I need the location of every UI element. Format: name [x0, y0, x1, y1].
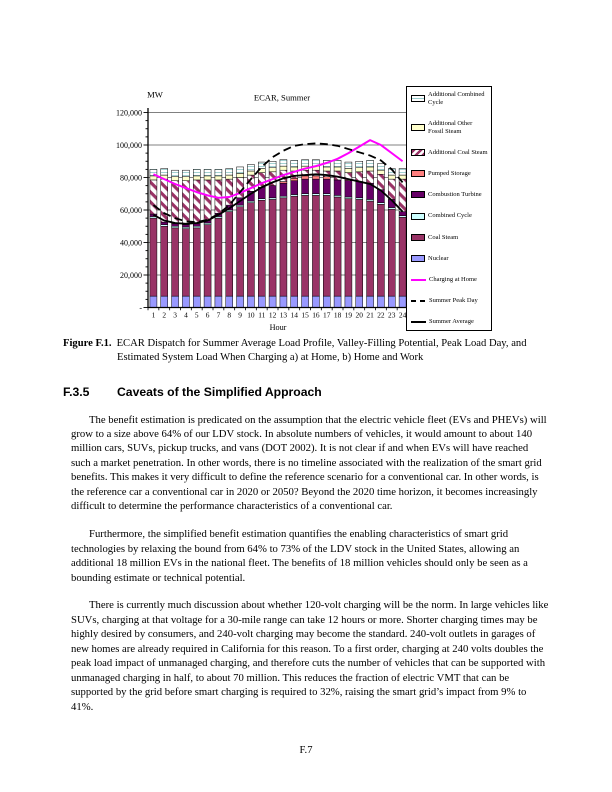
bar-segment: [302, 160, 309, 167]
bar-segment: [161, 296, 168, 307]
legend-swatch-line: [411, 279, 426, 281]
bar-segment: [356, 168, 363, 172]
bar-segment: [388, 179, 395, 199]
bar-segment: [204, 296, 211, 307]
bar-segment: [345, 296, 352, 307]
bar-segment: [280, 296, 287, 307]
bar-segment: [334, 296, 341, 307]
bar-segment: [150, 180, 157, 214]
y-tick-label: 20,000: [120, 270, 142, 280]
chart-title: ECAR, Summer: [253, 92, 311, 103]
bar-segment: [172, 296, 179, 307]
legend-label: Summer Average: [429, 318, 474, 326]
bar-segment: [269, 168, 276, 172]
x-tick-label: 9: [238, 310, 242, 320]
x-tick-label: 20: [355, 310, 363, 320]
x-tick-label: 15: [301, 310, 309, 320]
legend-swatch-line: [411, 300, 426, 302]
bar-segment: [182, 225, 189, 227]
legend-item: [411, 318, 489, 326]
bar-segment: [215, 169, 222, 176]
bar-segment: [161, 222, 168, 224]
bar-segment: [182, 296, 189, 307]
section-number: F.3.5: [63, 385, 90, 399]
bar-segment: [172, 228, 179, 296]
bar-segment: [377, 204, 384, 296]
bar-segment: [150, 296, 157, 307]
bar-segment: [367, 167, 374, 171]
bar-segment: [312, 296, 319, 307]
bar-segment: [193, 176, 200, 180]
legend-item: [411, 149, 489, 157]
legend-swatch-box: [411, 124, 425, 131]
y-tick-label: 120,000: [116, 108, 142, 118]
bar-segment: [226, 169, 233, 176]
y-tick-label: -: [139, 303, 142, 313]
legend-item: [411, 297, 489, 305]
x-tick-label: 21: [366, 310, 374, 320]
figure-f1-chart: [100, 80, 500, 340]
legend-label: Additional Coal Steam: [428, 148, 488, 156]
bar-segment: [161, 169, 168, 176]
text-column: [63, 337, 552, 714]
bar-segment: [204, 180, 211, 221]
bar-segment: [345, 169, 352, 173]
bar-segment: [302, 195, 309, 296]
legend-swatch-box: [411, 234, 425, 241]
legend-item: [411, 91, 489, 106]
bar-segment: [367, 160, 374, 167]
bar-segment: [323, 195, 330, 296]
bar-segment: [388, 209, 395, 296]
bar-segment: [345, 199, 352, 297]
bar-segment: [334, 160, 341, 167]
legend-label: Pumped Storage: [428, 169, 471, 177]
x-tick-label: 11: [258, 310, 266, 320]
bar-segment: [247, 165, 254, 172]
bar-segment: [356, 199, 363, 296]
x-tick-label: 1: [151, 310, 156, 320]
x-tick-label: 3: [173, 310, 177, 320]
bar-segment: [193, 169, 200, 176]
bar-segment: [291, 160, 298, 167]
bar-segment: [323, 167, 330, 171]
legend-swatch-box: [411, 255, 425, 262]
legend-item: [411, 234, 489, 242]
legend-item: [411, 191, 489, 199]
bar-segment: [291, 196, 298, 296]
bar-segment: [367, 201, 374, 296]
legend-swatch-box: [411, 149, 425, 156]
legend-item: [411, 255, 489, 263]
x-tick-label: 24: [398, 310, 407, 320]
x-tick-label: 14: [290, 310, 298, 320]
bar-segment: [204, 169, 211, 176]
bar-segment: [291, 296, 298, 307]
x-tick-label: 4: [184, 310, 188, 320]
legend-label: Combined Cycle: [428, 212, 472, 220]
bar-segment: [345, 162, 352, 169]
bar-segment: [323, 296, 330, 307]
bar-segment: [215, 218, 222, 296]
y-tick-label: 40,000: [120, 238, 142, 248]
bar-segment: [367, 296, 374, 307]
legend-swatch-line: [411, 321, 426, 323]
bar-segment: [269, 199, 276, 296]
bar-segment: [193, 224, 200, 226]
figure-caption: [63, 337, 552, 364]
bar-segment: [356, 296, 363, 307]
bar-segment: [150, 218, 157, 296]
bar-segment: [367, 171, 374, 183]
bar-segment: [280, 166, 287, 170]
series-line: [153, 174, 402, 224]
section-heading: [63, 385, 552, 399]
bar-segment: [193, 228, 200, 296]
x-tick-label: 10: [247, 310, 255, 320]
bar-segment: [247, 171, 254, 175]
bar-segment: [237, 207, 244, 296]
bar-segment: [377, 174, 384, 189]
bar-segment: [269, 296, 276, 307]
x-tick-label: 19: [344, 310, 353, 320]
bar-segment: [204, 176, 211, 180]
legend-label: Combustion Turbine: [428, 191, 482, 199]
bar-segment: [312, 195, 319, 296]
bar-segment: [226, 175, 233, 179]
x-axis-title: Hour: [269, 323, 287, 332]
legend-label: Charging at Home: [429, 275, 477, 283]
x-tick-label: 13: [279, 310, 288, 320]
bar-segment: [182, 177, 189, 181]
bar-segment: [215, 296, 222, 307]
figure-label: Figure F.1.: [63, 338, 112, 349]
legend-label: Additional Combined Cycle: [428, 91, 485, 106]
legend-item: [411, 120, 489, 135]
y-tick-label: 80,000: [120, 173, 142, 183]
bar-segment: [237, 296, 244, 307]
legend-label: Additional Other Fossil Steam: [428, 119, 473, 135]
bar-segment: [388, 175, 395, 179]
bar-segment: [182, 170, 189, 177]
bar-segment: [269, 186, 276, 198]
series-line: [153, 140, 402, 198]
x-tick-label: 17: [323, 310, 331, 320]
legend-item: [411, 212, 489, 220]
legend-label: Summer Peak Day: [429, 297, 478, 305]
bar-segment: [334, 197, 341, 296]
bar-segment: [280, 160, 287, 167]
bar-segment: [161, 226, 168, 296]
x-tick-label: 16: [312, 310, 320, 320]
bar-segment: [312, 179, 319, 194]
page-number: F.7: [299, 745, 313, 756]
bar-segment: [323, 179, 330, 194]
chart-legend: [406, 86, 492, 331]
legend-swatch-box: [411, 170, 425, 177]
bar-segment: [237, 167, 244, 174]
legend-item: [411, 276, 489, 284]
bar-segment: [172, 170, 179, 177]
x-tick-label: 7: [216, 310, 221, 320]
y-tick-label: 60,000: [120, 205, 142, 215]
bar-segment: [226, 296, 233, 307]
section-title: Caveats of the Simplified Approach: [117, 385, 322, 399]
bar-segment: [172, 177, 179, 181]
bar-segment: [215, 176, 222, 180]
legend-label: Coal Steam: [428, 233, 459, 241]
bar-segment: [258, 200, 265, 296]
bar-segment: [323, 177, 330, 179]
paragraph-3: There is currently much discussion about whether 120-volt charging will be the norm. In large vehicles like SUVs, charging at that voltage for a 30-mile range can take 12 hours or more. Shorter charging times may be highly desired by consumers, and 240-volt charging may become the standard. 240-volt outlets in garages of new homes are already required in California for this reason. To a first order, charging at 240 volts doubles the peak load impact of unmanaged charging, and therefore cuts the number of vehicles that can be supported with unmanaged charging in half, to about 70 million. This reduces the fraction of electric VMT that can be supported by the grid before smart charging is required to 32%, raising the smart grid’s impact from 9% to 41%.: [71, 599, 549, 713]
bar-segment: [345, 181, 352, 197]
bar-segment: [356, 161, 363, 168]
figure-caption-text: ECAR Dispatch for Summer Average Load Profile, Valley-Filling Potential, Peak Load Day, and Estimated System Load When Charging a) at Home, b) Home and Work: [116, 338, 527, 363]
bar-segment: [334, 180, 341, 195]
bar-segment: [302, 179, 309, 194]
bar-segment: [237, 173, 244, 177]
bar-segment: [356, 182, 363, 198]
bar-segment: [226, 212, 233, 297]
bar-segment: [291, 178, 298, 180]
legend-swatch-box: [411, 95, 425, 102]
legend-item: [411, 170, 489, 178]
legend-swatch-box: [411, 191, 425, 198]
bar-segment: [269, 161, 276, 168]
bar-segment: [377, 170, 384, 174]
legend-swatch-box: [411, 213, 425, 220]
bar-segment: [302, 296, 309, 307]
x-tick-label: 2: [162, 310, 167, 320]
bar-segment: [377, 296, 384, 307]
bar-segment: [312, 176, 319, 179]
bar-segment: [388, 296, 395, 307]
legend-label: Nuclear: [428, 254, 449, 262]
bar-segment: [247, 203, 254, 296]
bar-segment: [334, 167, 341, 171]
x-tick-label: 23: [388, 310, 396, 320]
x-tick-label: 5: [194, 310, 199, 320]
bar-segment: [291, 181, 298, 195]
y-tick-label: 100,000: [116, 140, 142, 150]
y-axis-title: MW: [147, 89, 163, 100]
bar-segment: [204, 225, 211, 297]
paragraph-2: Furthermore, the simplified benefit estimation quantifies the enabling characteristics of smart grid technologies by relaxing the bound from 64% to 73% of the LDV stock in the United States, allowing an additional 18 million EVs in the national fleet. The benefits of 18 million vehicles should only be seen as a bounding estimate or technical potential.: [71, 528, 528, 584]
x-tick-label: 12: [268, 310, 277, 320]
x-tick-label: 6: [205, 310, 210, 320]
bar-segment: [280, 198, 287, 296]
bar-segment: [247, 296, 254, 307]
x-tick-label: 22: [377, 310, 385, 320]
x-tick-label: 8: [227, 310, 232, 320]
bar-segment: [150, 176, 157, 180]
paragraph-1: The benefit estimation is predicated on the assumption that the electric vehicle fleet (EVs and PHEVs) will grow to a size above 64% of our LDV stock. In absolute numbers of vehicles, it would amount to about 140 million cars, SUVs, pickup trucks, and vans (DOT 2002). It is not clear if and when EVs will have reached such a market penetration. In other words, there is no timeline associated with the realization of the smart grid benefits. This makes it very difficult to define the reference scenario for a conventional car. In other words, is the reference car a conventional car in 2020 or 2050? Beyond the 2020 time horizon, it becomes increasingly difficult to determine the performance characteristics of a conventional car.: [71, 413, 547, 513]
bar-segment: [193, 180, 200, 224]
bar-segment: [258, 296, 265, 307]
bar-segment: [193, 296, 200, 307]
bar-segment: [161, 179, 168, 222]
bar-segment: [377, 164, 384, 171]
bar-segment: [280, 183, 287, 196]
bar-segment: [302, 176, 309, 179]
x-tick-label: 18: [333, 310, 342, 320]
bar-segment: [172, 224, 179, 226]
bar-segment: [182, 229, 189, 296]
